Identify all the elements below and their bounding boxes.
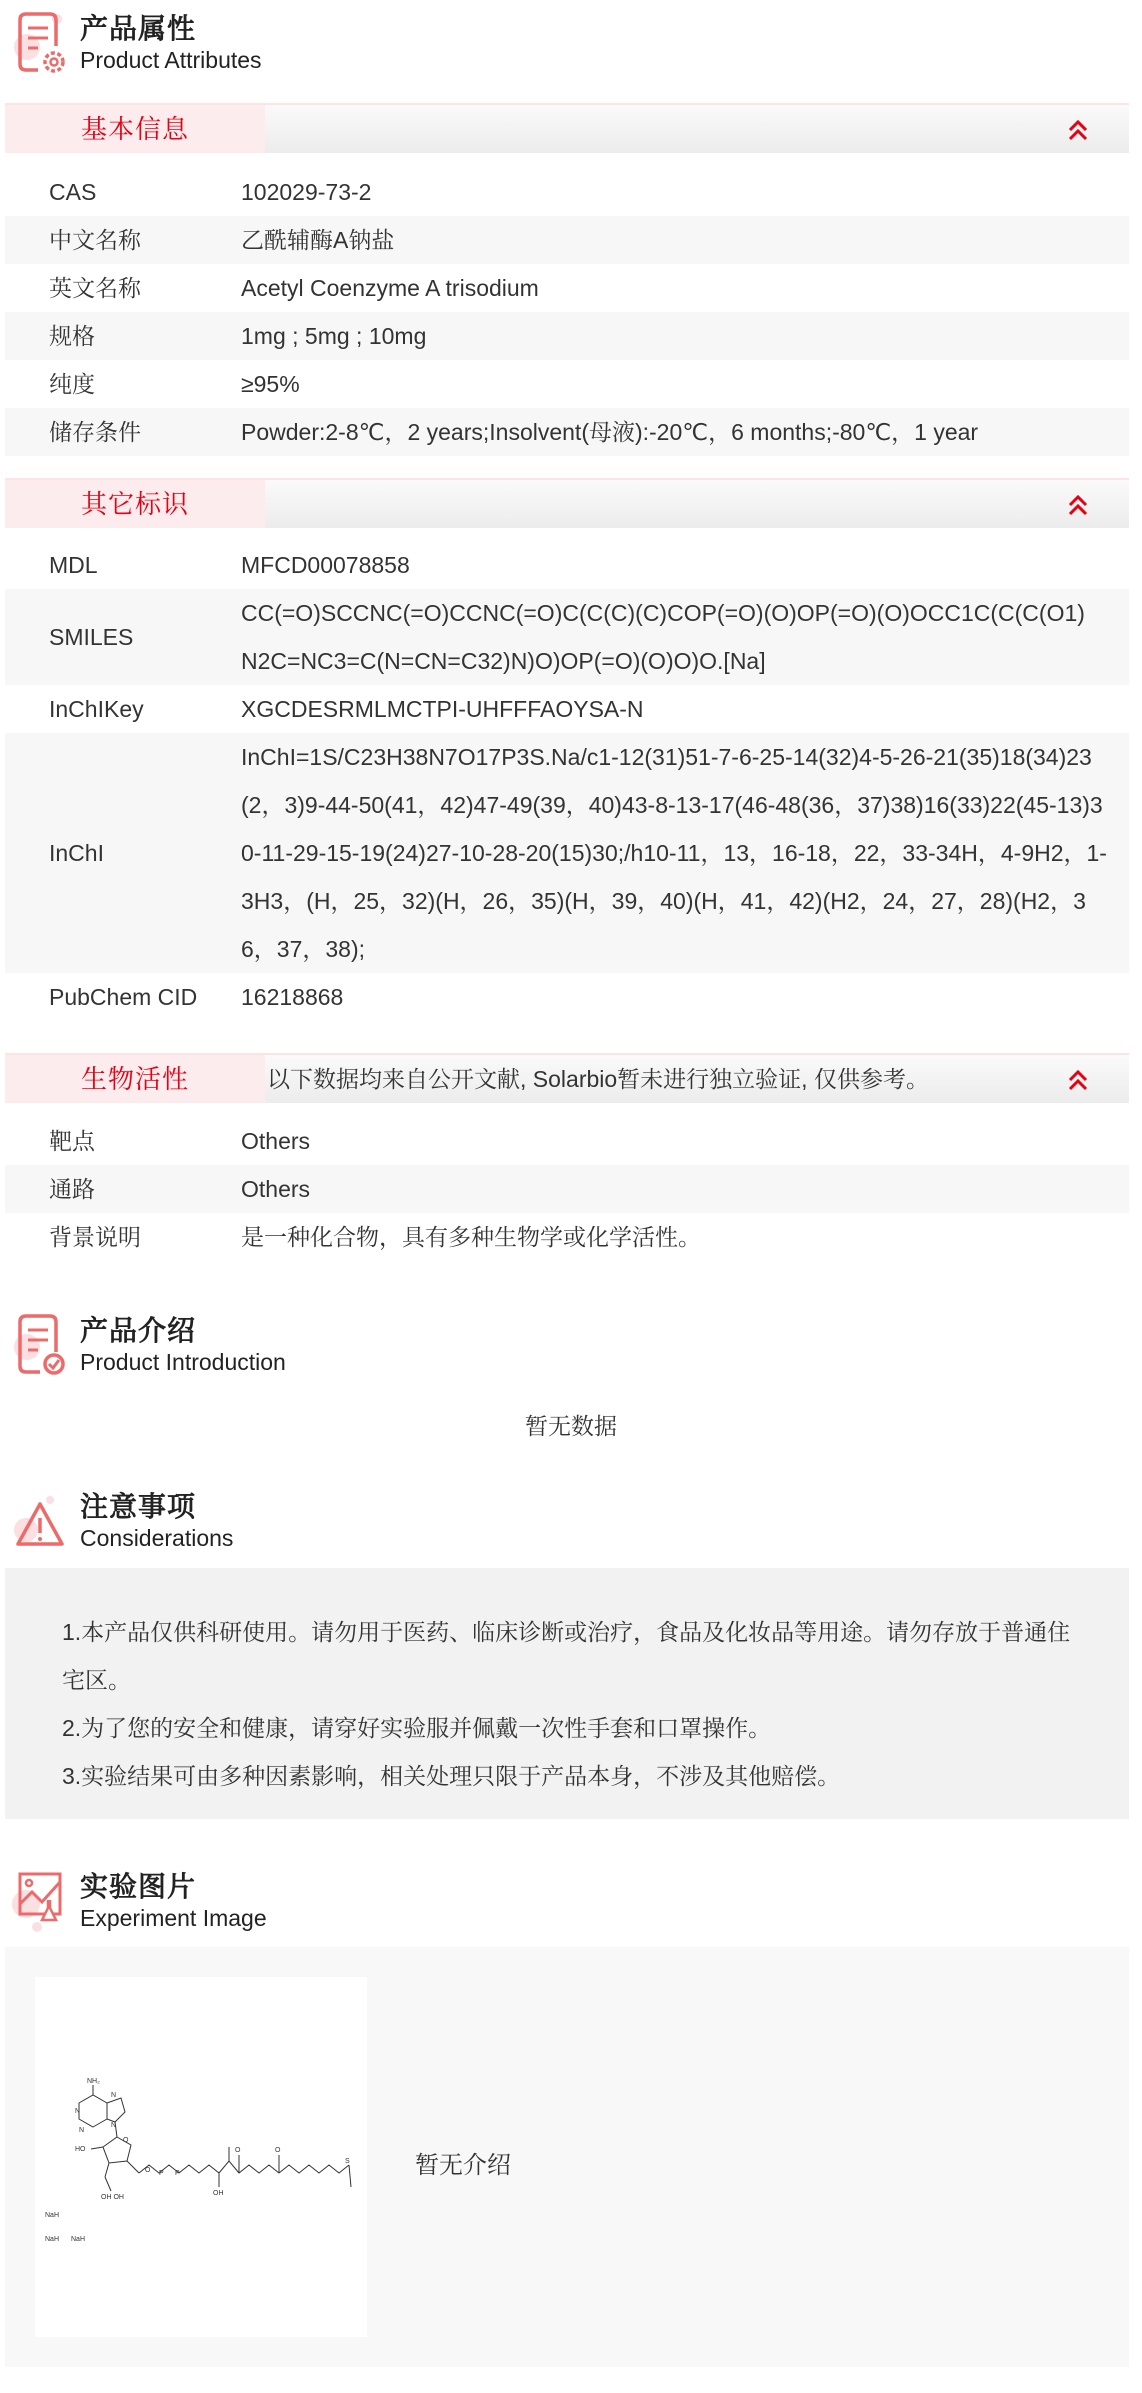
row-label: 背景说明: [49, 1224, 141, 1250]
svg-text:O: O: [275, 2147, 281, 2154]
tab-other-ids[interactable]: 其它标识: [5, 480, 265, 528]
sodium-label: NaH: [45, 2212, 60, 2219]
row-label: InChI: [49, 840, 104, 866]
row-label: SMILES: [49, 624, 134, 650]
table-row: [5, 312, 1129, 360]
no-data-text: 暂无数据: [525, 1413, 617, 1439]
sodium-label: NaH: [71, 2236, 86, 2243]
heading-zh: 产品介绍: [80, 1315, 197, 1346]
svg-text:N: N: [75, 2108, 81, 2115]
table-row: [5, 1165, 1129, 1213]
double-chevron-up-icon: [1065, 117, 1091, 143]
double-chevron-up-icon: [1065, 1067, 1091, 1093]
section-header-bio-activity: [5, 1053, 1129, 1103]
row-value: 是一种化合物，具有多种生物学或化学活性。: [241, 1224, 701, 1250]
svg-text:N: N: [111, 2122, 117, 2129]
table-row: [5, 216, 1129, 264]
row-label: CAS: [49, 179, 97, 205]
row-value: Powder:2-8℃，2 years;Insolvent(母液):-20℃，6 months;-80℃，1 year: [241, 419, 979, 445]
row-value: InChI=1S/C23H38N7O17P3S.Na/c1-12(31)51-7-6-25-14(32)4-5-26-21(35)18(34)23(2，3)9-44-50(41，42)47-49(39，40)43-8-13-17(46-48(36，37)38)16(33)22(45-13)30-11-29-15-19(24)27-10-28-20(15)30;/h10-11，13，16-18，22，33-34H，4-9H2，1-3H3，(H，25，32)(H，26，35)(H，39，40)(H，41，42)(H2，24，27，28)(H2，36，37，38);: [241, 744, 1107, 962]
disclaimer-note: 以下数据均来自公开文献, Solarbio暂未进行独立验证, 仅供参考。: [267, 1066, 929, 1092]
row-value: CC(=O)SCCNC(=O)CCNC(=O)C(C(C)(C)COP(=O)(O)OP(=O)(O)OCC1C(C(C(O1)N2C=NC3=C(N=CN=C32)N)O)OP(=O)(O)O)O.[Na]: [241, 600, 1085, 674]
row-label: 规格: [49, 323, 95, 349]
table-row: [5, 408, 1129, 456]
table-row: [5, 589, 1129, 685]
svg-text:O: O: [145, 2167, 151, 2174]
row-value: 乙酰辅酶A钠盐: [241, 227, 395, 253]
svg-text:OH OH: OH OH: [101, 2194, 124, 2201]
row-value: 16218868: [241, 984, 344, 1010]
document-gear-icon: [12, 10, 72, 76]
table-row: [5, 685, 1129, 733]
row-label: MDL: [49, 552, 98, 578]
row-value: ≥95%: [241, 371, 300, 397]
svg-text:P: P: [175, 2170, 180, 2177]
svg-text:N: N: [111, 2092, 117, 2099]
row-value: MFCD00078858: [241, 552, 410, 578]
row-label: 通路: [49, 1176, 95, 1202]
table-row: [5, 264, 1129, 312]
svg-text:N: N: [79, 2127, 85, 2134]
collapse-toggle-other-ids[interactable]: [1065, 492, 1091, 518]
collapse-toggle-basic-info[interactable]: [1065, 117, 1091, 143]
table-row: [5, 541, 1129, 589]
experiment-image-panel: [5, 1947, 1129, 2367]
row-label: 储存条件: [49, 419, 141, 445]
row-value: 1mg ; 5mg ; 10mg: [241, 323, 427, 349]
warning-triangle-icon: [12, 1488, 72, 1554]
table-row: [5, 1117, 1129, 1165]
table-row: [5, 360, 1129, 408]
table-row: [5, 1213, 1129, 1261]
amine-label: NH₂: [87, 2078, 100, 2085]
heading-en: Considerations: [80, 1525, 234, 1551]
svg-text:S: S: [345, 2158, 350, 2165]
product-attributes-heading: [0, 0, 1142, 80]
row-label: PubChem CID: [49, 984, 198, 1010]
heading-en: Experiment Image: [80, 1905, 267, 1931]
experiment-caption: 暂无介绍: [415, 2152, 511, 2179]
svg-text:HO: HO: [75, 2146, 86, 2153]
row-value: 102029-73-2: [241, 179, 372, 205]
experiment-image-heading: [0, 1858, 1142, 1938]
row-label: InChIKey: [49, 696, 144, 722]
considerations-heading: [0, 1478, 1142, 1558]
consideration-item: 2.为了您的安全和健康，请穿好实验服并佩戴一次性手套和口罩操作。: [62, 1715, 772, 1741]
heading-en: Product Attributes: [80, 47, 262, 73]
row-value: XGCDESRMLMCTPI-UHFFFAOYSA-N: [241, 696, 644, 722]
table-row: [5, 733, 1129, 973]
double-chevron-up-icon: [1065, 492, 1091, 518]
section-header-basic-info: [5, 103, 1129, 153]
considerations-panel: [5, 1568, 1129, 1819]
other-ids-table: [5, 541, 1129, 1021]
heading-zh: 实验图片: [80, 1871, 197, 1902]
heading-en: Product Introduction: [80, 1349, 286, 1375]
svg-text:O: O: [235, 2147, 241, 2154]
svg-text:P: P: [159, 2170, 164, 2177]
structure-image[interactable]: [35, 1977, 367, 2337]
sodium-label: NaH: [45, 2236, 60, 2243]
table-row: [5, 168, 1129, 216]
product-introduction-heading: [0, 1302, 1142, 1382]
section-header-other-ids: [5, 478, 1129, 528]
tab-bio-activity[interactable]: 生物活性: [5, 1055, 265, 1103]
consideration-item: 3.实验结果可由多种因素影响，相关处理只限于产品本身，不涉及其他赔偿。: [62, 1763, 841, 1789]
heading-zh: 注意事项: [80, 1491, 197, 1522]
bio-activity-table: [5, 1117, 1129, 1261]
svg-text:OH: OH: [213, 2190, 224, 2197]
collapse-toggle-bio-activity[interactable]: [1065, 1067, 1091, 1093]
tab-basic-info[interactable]: 基本信息: [5, 105, 265, 153]
row-label: 纯度: [49, 371, 95, 397]
row-value: Acetyl Coenzyme A trisodium: [241, 275, 539, 301]
document-check-icon: [12, 1312, 72, 1378]
row-label: 靶点: [49, 1128, 95, 1154]
table-row: [5, 973, 1129, 1021]
chemical-structure-drawing: [35, 1977, 367, 2337]
heading-zh: 产品属性: [80, 13, 197, 44]
row-value: Others: [241, 1128, 311, 1154]
svg-text:O: O: [123, 2137, 129, 2144]
basic-info-table: [5, 168, 1129, 456]
row-label: 英文名称: [49, 275, 141, 301]
row-value: Others: [241, 1176, 311, 1202]
image-flask-icon: [12, 1868, 72, 1934]
consideration-item: 1.本产品仅供科研使用。请勿用于医药、临床诊断或治疗，食品及化妆品等用途。请勿存放于普通住宅区。: [62, 1619, 1071, 1693]
row-label: 中文名称: [49, 227, 141, 253]
